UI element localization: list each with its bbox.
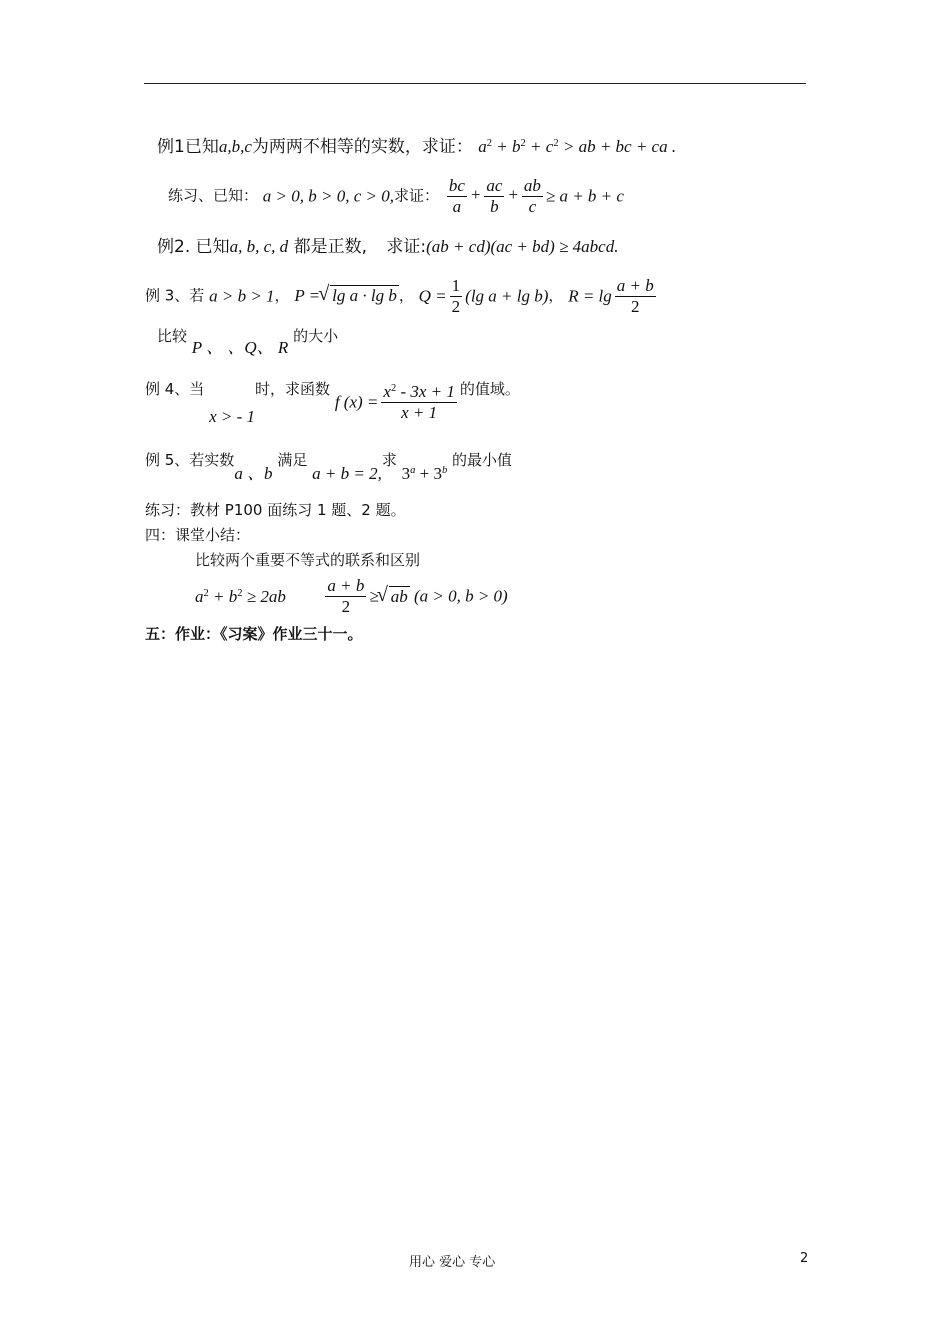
example-4-text-2: 的值域。 [459, 380, 520, 398]
example-1-vars: a,b,c [218, 137, 252, 156]
example-3-compare-text: 的大小 [293, 327, 339, 345]
example-1 [157, 138, 676, 156]
practice-2: 练习：教材 P100 面练习 1 题、2 题。 [145, 501, 406, 519]
example-2-prove: 求证: [386, 237, 427, 257]
example-4-label: 例 4、当 [145, 380, 205, 398]
example-2-text: 已知 [195, 237, 230, 257]
practice-1-condition: a > 0, b > 0, c > 0, [262, 186, 395, 206]
practice-1-label: 练习、已知： [168, 186, 259, 205]
summary-text: 比较两个重要不等式的联系和区别 [195, 551, 421, 569]
homework: 五：作业：《习案》作业三十一。 [145, 625, 363, 643]
example-5-text-3: 的最小值 [452, 451, 513, 469]
example-4-condition: x > - 1 [209, 406, 256, 426]
example-3-compare-label: 比较 [157, 327, 188, 345]
summary-formula-2: $\frac{a + b}{2}$ ≥√ ab (a > 0, b > 0) [322, 585, 507, 604]
example-3-compare-vars: P 、 、Q、 R [191, 338, 289, 357]
example-1-label: 例1已知 [157, 137, 219, 157]
example-5-text-2: 求 [381, 451, 397, 469]
example-3-p: P =√ lg a · lg b [294, 286, 399, 305]
summary-formula-1: $a^2 + b^2 \ge 2ab$ [195, 586, 286, 606]
example-2 [157, 238, 618, 256]
example-2-vars: a, b, c, d [229, 237, 289, 256]
example-4-text: 时，求函数 [255, 380, 331, 398]
example-5-vars: a 、b [234, 464, 273, 483]
example-3: 例 3、若 a > b > 1， P =√ lg a · lg b ， Q = $\frac{1}{2}$ (lg a + lg b)， R = lg $\frac{a + b}{2}$ [145, 276, 659, 316]
example-5-label: 例 5、若实数 [145, 451, 235, 469]
example-5-expression: $3^a + 3^b$ [401, 464, 448, 483]
example-2-label: 例2. [157, 237, 191, 257]
summary-heading: 四：课堂小结： [145, 526, 251, 544]
example-3-label: 例 3、若 [145, 286, 205, 305]
example-5-condition: a + b = 2, [312, 464, 382, 483]
example-3-condition: a > b > 1 [209, 286, 275, 306]
example-4 [145, 380, 520, 426]
example-5 [145, 451, 513, 483]
practice-1-prove: 求证： [394, 186, 440, 205]
example-1-inequality: $a^2 + b^2 + c^2$ > ab + bc + ca . [478, 137, 677, 156]
example-2-text-2: 都是正数, [293, 237, 367, 257]
example-3-q: Q = $\frac{1}{2}$ (lg a + lg b) [418, 276, 549, 316]
practice-1-formula: $\frac{bc}{a}$ + $\frac{ac}{b}$ + $\frac{ab}{c}$ ≥ a + b + c [448, 176, 624, 216]
example-2-inequality: (ab + cd)(ac + bd) ≥ 4abcd. [426, 237, 619, 256]
footer-text: 用心 爱心 专心 [409, 1255, 496, 1270]
example-4-function: f (x) = $\frac{x^2 - 3x + 1}{x + 1}$ [334, 382, 455, 422]
example-5-text: 满足 [277, 451, 308, 469]
example-3-compare [157, 327, 339, 357]
page-number: 2 [800, 1251, 809, 1266]
header-rule [144, 83, 806, 84]
summary-formulas [195, 576, 508, 616]
practice-1 [168, 176, 624, 216]
example-1-text: 为两两不相等的实数，求证： [251, 137, 473, 157]
example-3-r: R = lg $\frac{a + b}{2}$ [568, 276, 654, 316]
